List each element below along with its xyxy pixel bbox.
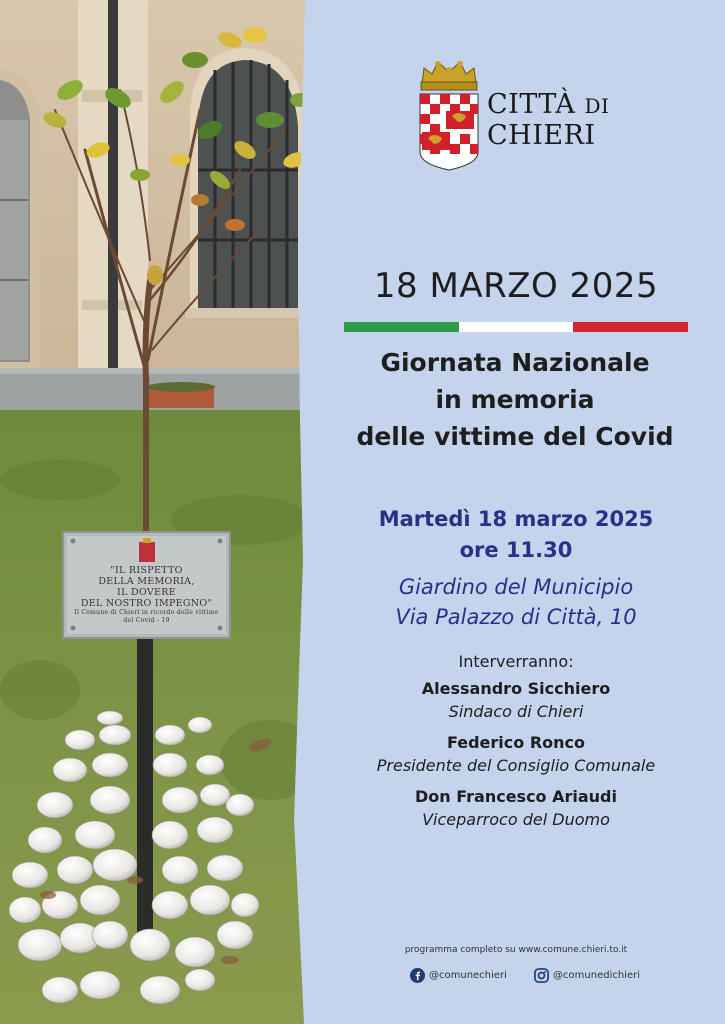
speaker-role: Viceparroco del Duomo (422, 810, 610, 829)
program-link[interactable]: programma completo su www.comune.chieri.to.it (404, 945, 628, 955)
plaque-line-3: IL DOVERE (117, 587, 176, 598)
event-title-line-1: Giornata Nazionale (380, 348, 650, 377)
event-where (335, 572, 697, 632)
coat-of-arms-icon (416, 56, 482, 172)
speaker-role: Presidente del Consiglio Comunale (376, 756, 656, 775)
event-title-line-3: delle vittime del Covid (356, 422, 674, 451)
speaker-role: Sindaco di Chieri (448, 702, 584, 721)
city-name-line-2: CHIERI (487, 120, 596, 151)
instagram-icon (534, 968, 549, 983)
facebook-link[interactable] (410, 968, 507, 983)
plaque-line-2: DELLA MEMORIA, (98, 576, 195, 587)
speaker-name: Federico Ronco (446, 733, 586, 752)
event-time: ore 11.30 (459, 538, 573, 562)
event-day: Martedì 18 marzo 2025 (378, 507, 654, 531)
instagram-handle: @comunedichieri (553, 970, 640, 981)
facebook-icon (410, 968, 425, 983)
plaque-text (66, 565, 227, 625)
facebook-handle: @comunechieri (429, 970, 507, 981)
city-name (487, 90, 609, 151)
speaker-name: Don Francesco Ariaudi (414, 787, 617, 806)
plaque-line-4: DEL NOSTRO IMPEGNO" (80, 598, 213, 609)
event-title-line-2: in memoria (435, 385, 595, 414)
speakers-intro: Interverranno: (458, 652, 574, 671)
plaque-line-6: del Covid - 19 (123, 617, 170, 624)
event-when (335, 504, 697, 566)
event-title (325, 344, 705, 455)
flag-red-stripe (573, 322, 688, 332)
speaker-name: Alessandro Sicchiero (421, 679, 611, 698)
speakers-list (330, 650, 702, 839)
instagram-link[interactable] (534, 968, 640, 983)
event-date: 18 MARZO 2025 (373, 266, 659, 306)
city-name-line-1: CITTÀ (487, 89, 576, 120)
flag-white-stripe (459, 322, 574, 332)
social-links (410, 968, 640, 983)
plaque-line-1: "IL RISPETTO (110, 565, 183, 576)
event-place-line-2: Via Palazzo di Città, 10 (395, 605, 637, 629)
event-place-line-1: Giardino del Municipio (398, 575, 634, 599)
italian-flag-bar (344, 322, 688, 332)
flag-green-stripe (344, 322, 459, 332)
plaque-line-5: Il Comune di Chieri in ricordo delle vittime (74, 609, 219, 616)
city-name-di: DI (584, 94, 610, 118)
